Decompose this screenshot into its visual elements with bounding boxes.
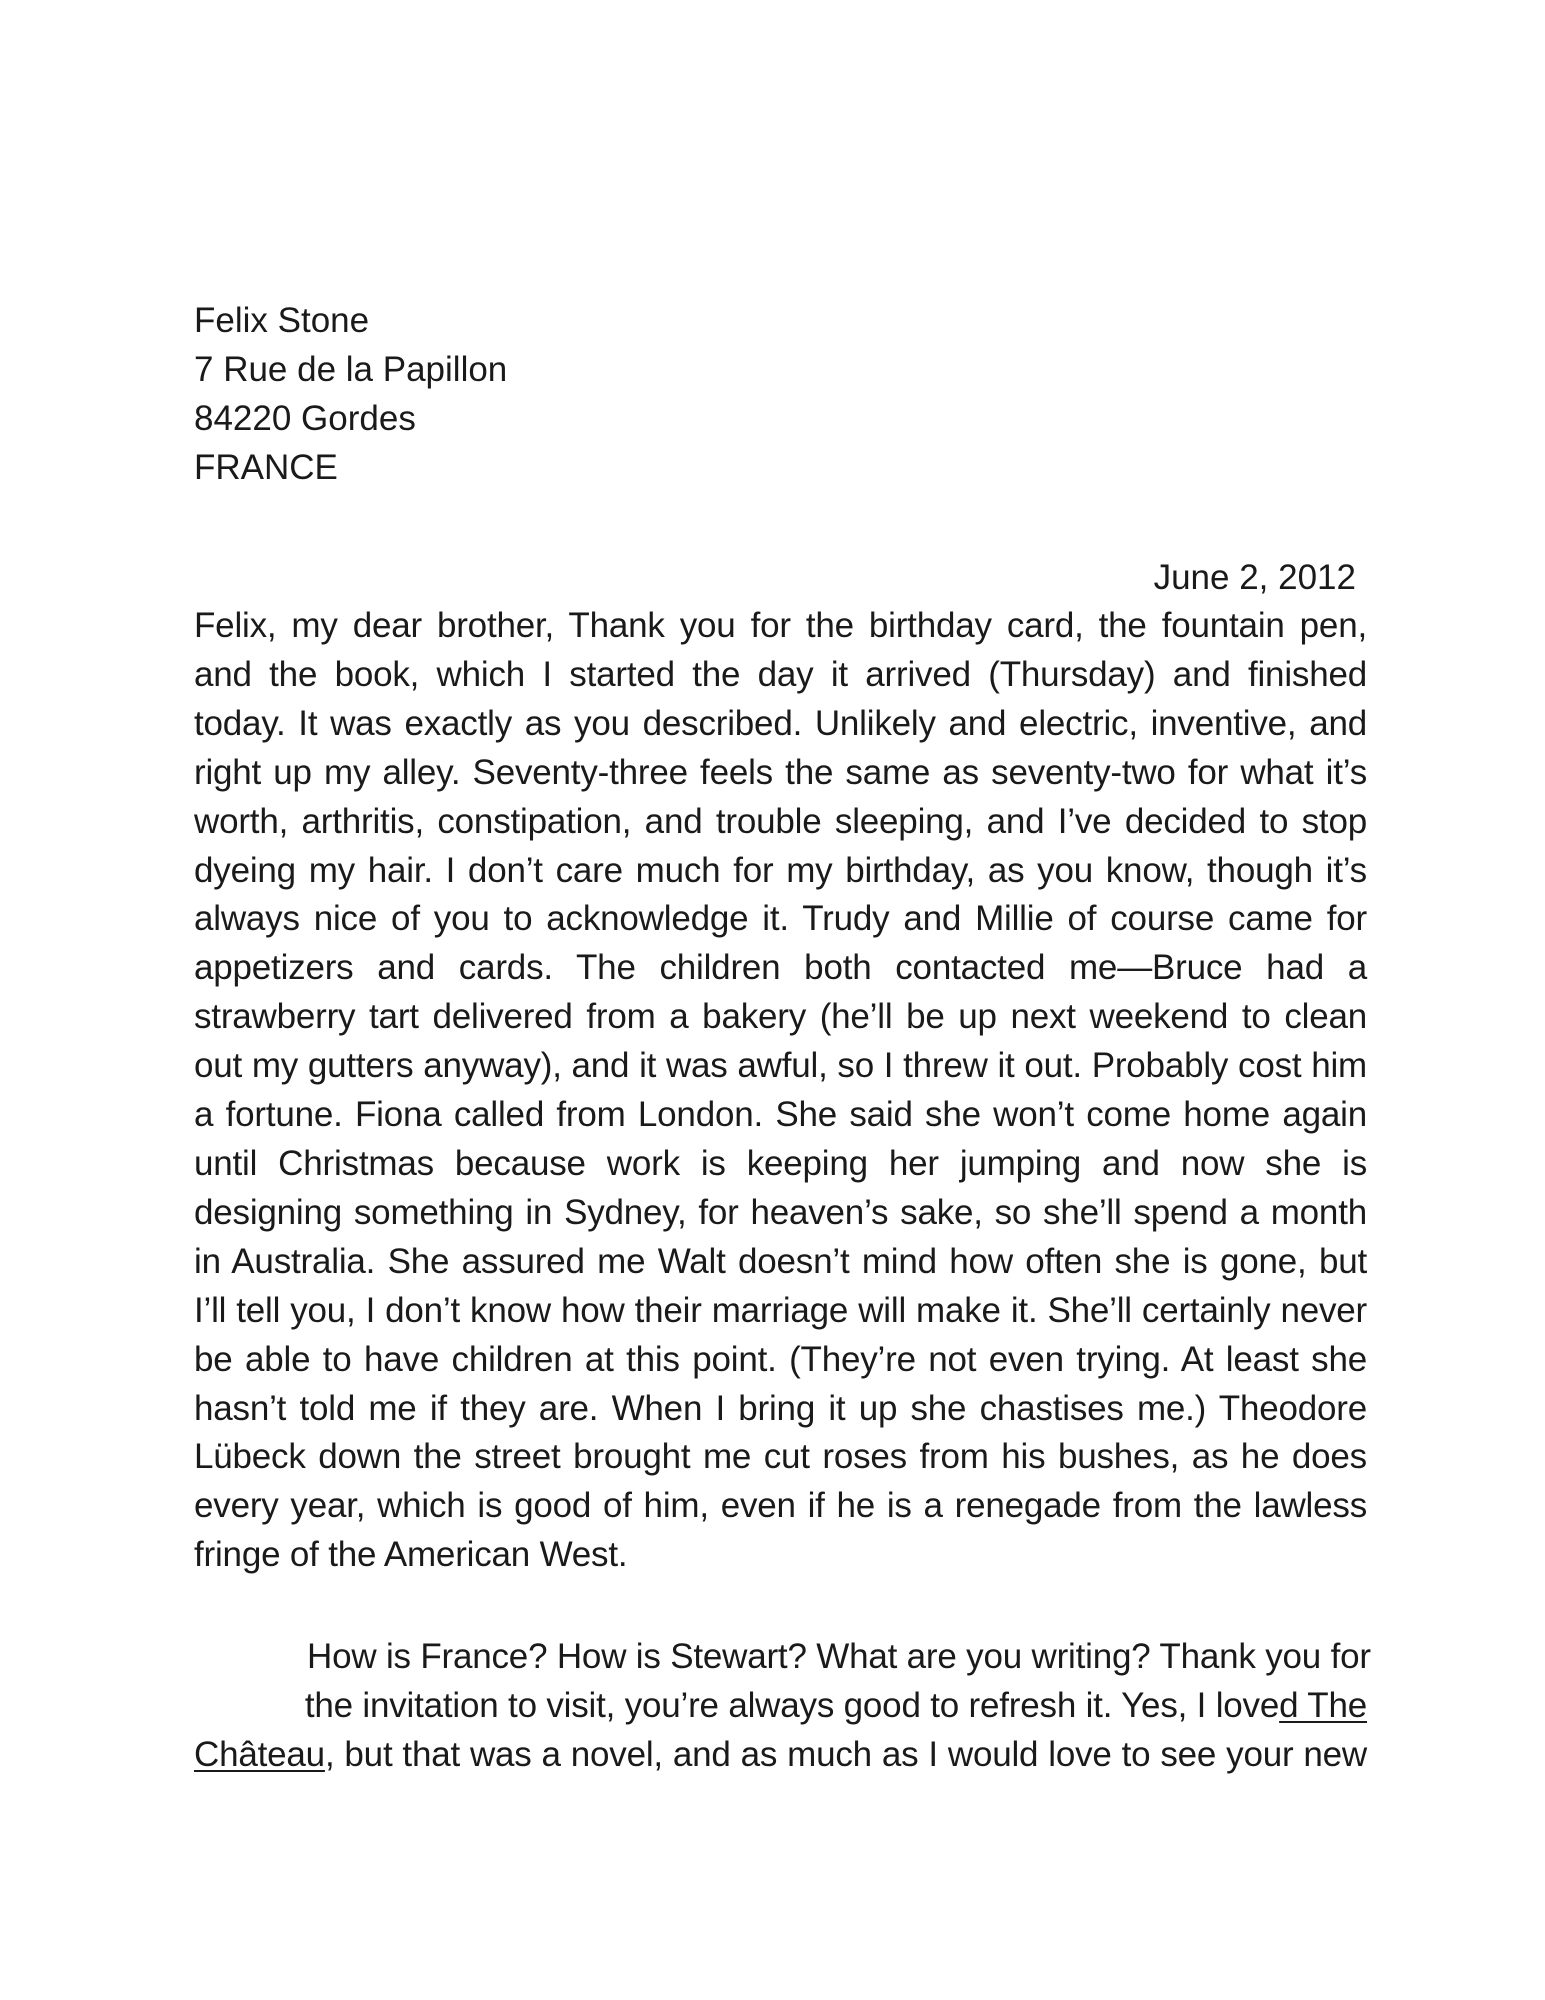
- paragraph-2-line-3: [194, 1730, 1367, 1779]
- sender-country: FRANCE: [194, 448, 338, 487]
- sender-address-block: [194, 296, 507, 492]
- book-title-part-1: d The: [1279, 1686, 1367, 1725]
- book-title-part-2: Château: [194, 1735, 325, 1774]
- letter-paragraph-1: Felix, my dear brother, Thank you for the birthday card, the fountain pen, and the book, which I started the day it arrived (Thursday) and finished today. It was exactly as you described. Unlikely and electric, inventive, and right up my alley. Seventy-three feels the same as seventy-two for what it’s worth, arthritis, constipation, and trouble sleeping, and I’ve decided to stop dyeing my hair. I don’t care much for my birthday, as you know, though it’s always nice of you to acknowledge it. Trudy and Millie of course came for appetizers and cards. The children both contacted me—Bruce had a strawberry tart delivered from a bakery (he’ll be up next weekend to clean out my gutters anyway), and it was awful, so I threw it out. Probably cost him a fortune. Fiona called from London. She said she won’t come home again until Christmas because work is keeping her jumping and now she is designing something in Sydney, for heaven’s sake, so she’ll spend a month in Australia. She assured me Walt doesn’t mind how often she is gone, but I’ll tell you, I don’t know how their marriage will make it. She’ll certainly never be able to have children at this point. (They’re not even trying. At least she hasn’t told me if they are. When I bring it up she chastises me.) Theodore Lübeck down the street brought me cut roses from his bushes, as he does every year, which is good of him, even if he is a renegade from the lawless fringe of the American West.: [194, 606, 1367, 1575]
- sender-city: 84220 Gordes: [194, 399, 416, 438]
- paragraph-2-line-3-text: , but that was a novel, and as much as I would love to see your new: [324, 1735, 1367, 1774]
- sender-street: 7 Rue de la Papillon: [194, 350, 508, 389]
- paragraph-2-line-2-text: the invitation to visit, you’re always good to refresh it. Yes, I love: [304, 1686, 1280, 1725]
- sender-name: Felix Stone: [194, 301, 370, 340]
- paragraph-2-line-1: How is France? How is Stewart? What are you writing? Thank you for: [307, 1637, 1371, 1676]
- letter-paragraph-2: [194, 1632, 1371, 1779]
- letter-date: June 2, 2012: [1153, 558, 1356, 597]
- paragraph-2-line-2: [194, 1681, 1367, 1730]
